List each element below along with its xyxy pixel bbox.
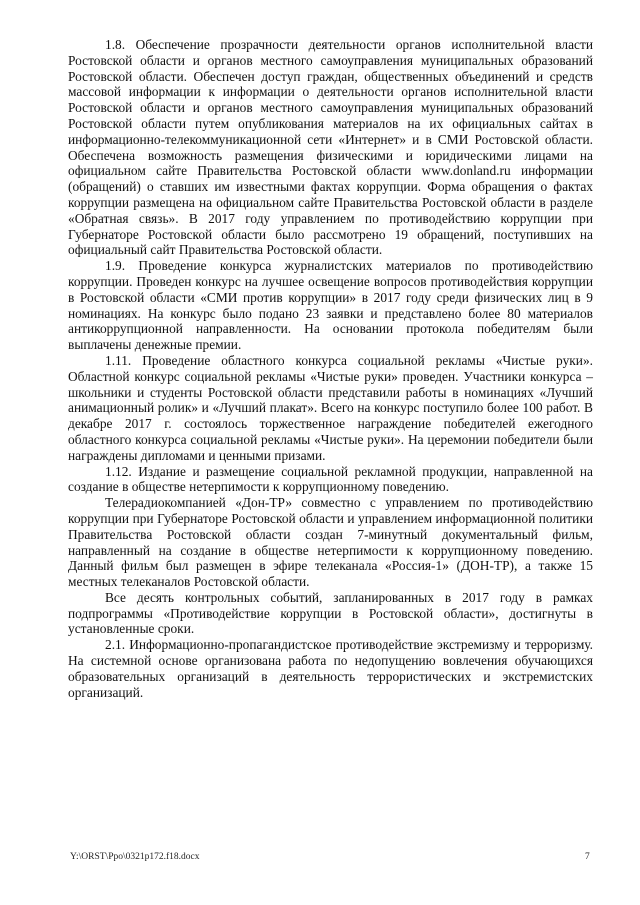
paragraph-control-events: Все десять контрольных событий, запланированных в 2017 году в рамках подпрограммы «Противодействие коррупции в Ростовской области», достигнуты в установленные сроки. [68, 589, 593, 637]
paragraph-1-12: 1.12. Издание и размещение социальной рекламной продукции, направленной на создание в обществе нетерпимости к коррупционному поведению. [68, 463, 593, 495]
footer-file-path: Y:\ORST\Ppo\0321p172.f18.docx [70, 852, 200, 862]
page-number: 7 [585, 852, 590, 862]
paragraph-don-tr: Телерадиокомпанией «Дон-ТР» совместно с управлением по противодействию коррупции при Губернаторе Ростовской области и управлением информационной политики Правительства Ростовской области создан 7-минутный документальный фильм, направленный на создание в обществе нетерпимости к коррупционному поведению. Данный фильм был размещен в эфире телеканала «Россия-1» (ДОН-ТР), а также 15 местных телеканалов Ростовской области. [68, 495, 593, 590]
paragraph-1-11: 1.11. Проведение областного конкурса социальной рекламы «Чистые руки». Областной конкурс социальной рекламы «Чистые руки» проведен. Участники конкурса – школьники и студенты Ростовской области представили работы в номинациях «Лучший анимационный ролик» и «Лучший плакат». Всего на конкурс поступило более 100 работ. В декабре 2017 г. состоялось торжественное награждение победителей ежегодного областного конкурса социальной рекламы «Чистые руки». На церемонии победители были награждены дипломами и ценными призами. [68, 352, 593, 463]
document-body [68, 37, 593, 700]
paragraph-1-8: 1.8. Обеспечение прозрачности деятельности органов исполнительной власти Ростовской области и органов местного самоуправления муниципальных образований Ростовской области. Обеспечен доступ граждан, общественных объединений и средств массовой информации к информации о деятельности органов исполнительной власти Ростовской области и органов местного самоуправления муниципальных образований Ростовской области путем опубликования материалов на их официальных сайтах в информационно-телекоммуникационной сети «Интернет» и в СМИ Ростовской области. Обеспечена возможность размещения физическими и юридическими лицами на официальном сайте Правительства Ростовской области www.donland.ru информации (обращений) о ставших им известными фактах коррупции. Форма обращения о фактах коррупции размещена на официальном сайте Правительства Ростовской области в разделе «Обратная связь». В 2017 году управлением по противодействию коррупции при Губернаторе Ростовской области было рассмотрено 19 обращений, поступивших на официальный сайт Правительства Ростовской области. [68, 37, 593, 258]
paragraph-2-1: 2.1. Информационно-пропагандистское противодействие экстремизму и терроризму. На системной основе организована работа по недопущению вовлечения обучающихся образовательных организаций в деятельность террористических и экстремистских организаций. [68, 637, 593, 700]
paragraph-1-9: 1.9. Проведение конкурса журналистских материалов по противодействию коррупции. Проведен конкурс на лучшее освещение вопросов противодействия коррупции в Ростовской области «СМИ против коррупции» в 2017 году среди физических лиц в 9 номинациях. На конкурс было подано 23 заявки и представлено более 80 материалов антикоррупционной направленности. На основании протокола победителям были выплачены денежные премии. [68, 258, 593, 353]
